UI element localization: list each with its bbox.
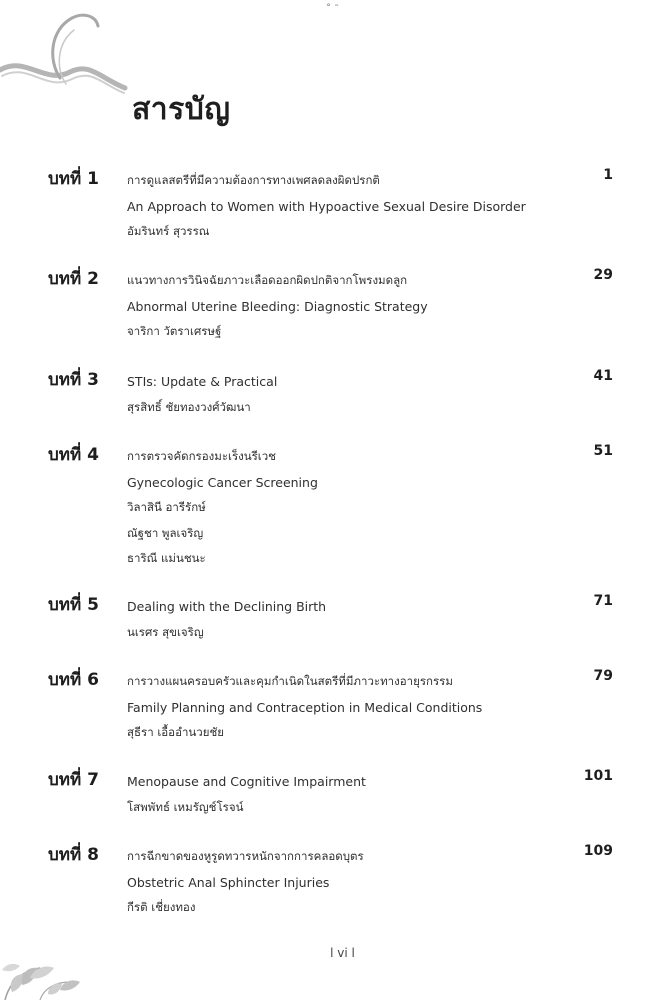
chapter-author: ธาริณี แม่นชนะ (127, 551, 206, 565)
chapter-author: โสพพัทธ์ เหมรัญช์โรจน์ (127, 799, 244, 814)
chapter-label: บทที่ 5 (48, 595, 99, 615)
chapter-lines (127, 594, 587, 645)
chapter-page-number: 51 (593, 443, 613, 459)
chapter-label: บทที่ 6 (48, 670, 99, 690)
chapter-lines (127, 168, 587, 245)
ribbon-swirl-icon (0, 0, 130, 120)
footer-page-number: l vi l (330, 946, 355, 960)
chapter-author: กีรติ เชี่ยงทอง (127, 900, 196, 914)
chapter-title-english: Family Planning and Contraception in Medical Conditions (127, 699, 483, 715)
chapter-lines (127, 769, 587, 820)
chapter-author: อัมรินทร์ สุวรรณ (127, 224, 210, 238)
chapter-lines (127, 444, 587, 572)
chapter-author: นเรศร สุขเจริญ (127, 624, 204, 639)
chapter-author: จาริกา วัตราเศรษฐ์ (127, 324, 222, 338)
chapter-lines (127, 268, 587, 345)
chapter-label: บทที่ 4 (48, 445, 99, 465)
chapter-page-number: 109 (583, 843, 613, 859)
chapter-page-number: 101 (583, 768, 613, 784)
chapter-lines (127, 844, 587, 921)
chapter-author: วิลาสินี อารีรักษ์ (127, 500, 206, 514)
chapter-title-thai: การวางแผนครอบครัวและคุมกำเนิดในสตรีที่มีภาวะทางอายุรกรรม (127, 674, 453, 688)
leaves-icon (0, 930, 95, 1000)
chapter-title-english: Dealing with the Declining Birth (127, 599, 327, 614)
chapter-title-english: Gynecologic Cancer Screening (127, 474, 318, 490)
chapter-lines (127, 669, 587, 746)
chapter-title-english: An Approach to Women with Hypoactive Sexual Desire Disorder (127, 198, 526, 214)
chapter-title-thai: การฉีกขาดของหูรูดทวารหนักจากการคลอดบุตร (127, 849, 364, 863)
chapter-title-thai: แนวทางการวินิจฉัยภาวะเลือดออกผิดปกติจากโพรงมดลูก (127, 273, 408, 287)
chapter-title-english: STIs: Update & Practical (127, 374, 278, 389)
chapter-label: บทที่ 8 (48, 845, 99, 865)
chapter-title-english: Obstetric Anal Sphincter Injuries (127, 874, 330, 890)
chapter-label: บทที่ 3 (48, 370, 99, 390)
chapter-title-english: Abnormal Uterine Bleeding: Diagnostic Strategy (127, 298, 428, 314)
chapter-page-number: 41 (593, 368, 613, 384)
chapter-page-number: 71 (593, 593, 613, 609)
chapter-label: บทที่ 7 (48, 770, 99, 790)
chapter-author: สุรสิทธิ์ ชัยทองวงศ์วัฒนา (127, 399, 251, 414)
chapter-page-number: 1 (603, 167, 613, 183)
chapter-title-thai: การดูแลสตรีที่มีความต้องการทางเพศลดลงผิดปรกติ (127, 173, 380, 187)
chapter-label: บทที่ 1 (48, 169, 99, 189)
page-title: สารบัญ (132, 92, 231, 127)
chapter-label: บทที่ 2 (48, 269, 99, 289)
chapter-lines (127, 369, 587, 420)
chapter-page-number: 29 (593, 267, 613, 283)
page-top-mark: ˚ ˜ (326, 4, 340, 15)
chapter-author: ณัฐชา พูลเจริญ (127, 525, 204, 540)
chapter-author: สุธีรา เอื้ออำนวยชัย (127, 725, 225, 739)
chapter-title-thai: การตรวจคัดกรองมะเร็งนรีเวช (127, 449, 276, 463)
chapter-page-number: 79 (593, 668, 613, 684)
chapter-title-english: Menopause and Cognitive Impairment (127, 774, 366, 789)
